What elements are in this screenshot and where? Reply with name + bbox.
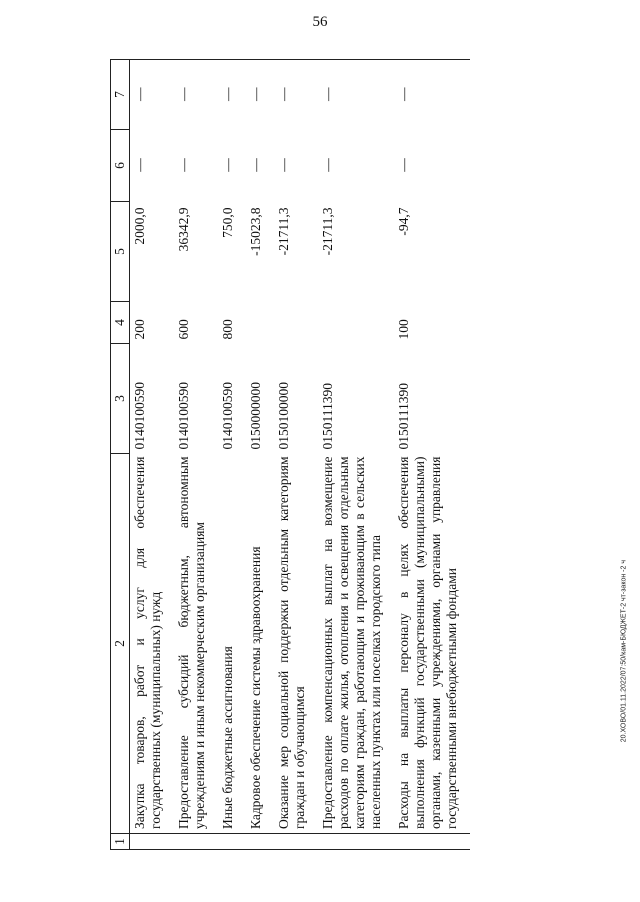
row-col7: — [274,60,318,130]
table-row [218,60,246,850]
row-col6: — [220,158,235,172]
row-name: Оказание мер социальной поддержки отдельным категориям граждан и обучающимся [276,456,307,829]
row-col6: — [320,158,335,172]
row-amount: -94,7 [396,207,411,236]
row-code: 0150000000 [248,382,263,450]
page-number: 56 [312,14,328,30]
row-col7: — [246,60,274,130]
row-col6: — [248,158,263,172]
table-row [174,60,218,850]
row-code: 0150100000 [276,382,291,450]
row-code: 0140100590 [132,382,147,450]
table-row [318,60,394,850]
row-code: 0150111390 [320,383,335,450]
row-amount: 2000,0 [132,207,147,245]
row-name: Кадровое обеспечение системы здравоохранения [248,546,263,829]
header-col-2: 2 [111,454,130,834]
row-col6: — [276,158,291,172]
row-type [318,302,394,344]
row-type [274,302,318,344]
table-row [246,60,274,850]
row-col7: — [130,60,175,130]
row-amount: -21711,3 [320,207,335,256]
rotated-table-container [110,60,550,850]
row-name: Закупка товаров, работ и услуг для обеспечения государственных (муниципальных) нужд [132,456,163,829]
row-col6: — [396,158,411,172]
budget-table [110,59,470,850]
row-type: 800 [220,319,235,340]
row-name: Иные бюджетные ассигнования [220,646,235,829]
document-stamp: 20.ХОВО/01.11.2022/07:50/кам-БЮДЖЕТ-2 чт-закон -2 ч [620,560,627,743]
row-name: Предоставление субсидий бюджетным, автономным учреждениям и иным некоммерческим организациям [176,456,207,829]
row-type: 100 [396,319,411,340]
row-col7: — [174,60,218,130]
row-code: 0150111390 [396,383,411,450]
row-amount: 750,0 [220,207,235,238]
header-col-3: 3 [111,344,130,454]
table-row [394,60,470,850]
row-col7: — [318,60,394,130]
header-col-6: 6 [111,130,130,202]
row-amount: -15023,8 [248,207,263,256]
row-col6: — [176,158,191,172]
header-col-7: 7 [111,60,130,130]
row-type: 200 [132,319,147,340]
row-code: 0140100590 [220,382,235,450]
table-row [274,60,318,850]
row-col7: — [394,60,470,130]
header-col-1: 1 [111,834,130,850]
row-name: Предоставление компенсационных выплат на возмещение расходов по оплате жилья, отопления и освещения отдельным категориям граждан, работающим и проживающим в сельских населенных пунктах или поселках городского типа [320,456,383,829]
header-row [111,60,130,850]
row-code: 0140100590 [176,382,191,450]
table-row [130,60,175,850]
header-col-5: 5 [111,202,130,302]
header-col-4: 4 [111,302,130,344]
row-amount: -21711,3 [276,207,291,256]
row-col6: — [132,158,147,172]
row-name: Расходы на выплаты персоналу в целях обеспечения выполнения функций государственными (муниципальными) органами, казенными учреждениями, органами управления государственными внебюджетными фондами [396,456,459,829]
row-col7: — [218,60,246,130]
row-type: 600 [176,319,191,340]
row-type [246,302,274,344]
row-amount: 36342,9 [176,207,191,252]
